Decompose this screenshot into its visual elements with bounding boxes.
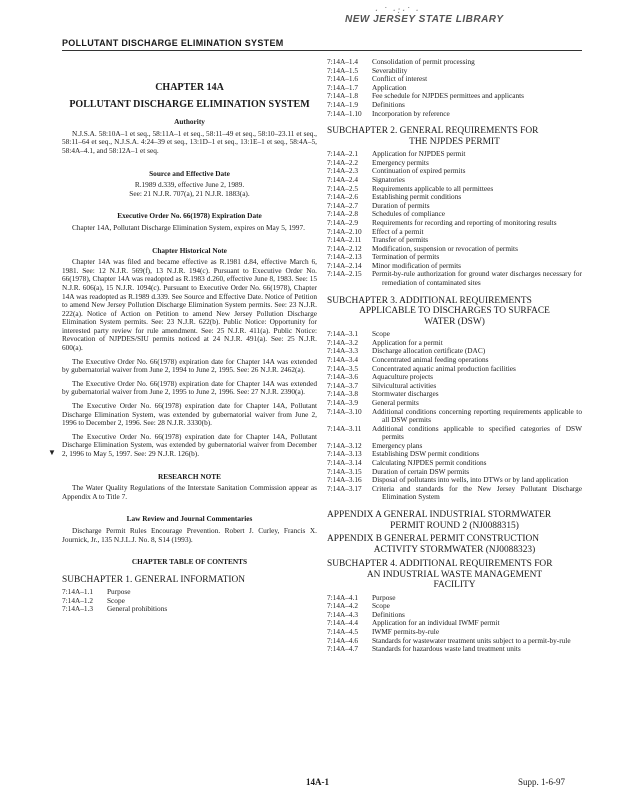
section-title: Application: [372, 82, 407, 92]
research-heading: RESEARCH NOTE: [157, 471, 222, 481]
library-stamp: [345, 6, 505, 38]
section-number: 7:14A–1.8: [327, 91, 359, 101]
chapter-subtitle: POLLUTANT DISCHARGE ELIMINATION SYSTEM: [69, 98, 310, 110]
appendix-a-heading: [327, 510, 582, 531]
toc-row: [327, 594, 582, 603]
toc-row: [327, 602, 582, 611]
section-title: Criteria and standards for the New Jersey Pollutant Discharge Elimination System: [372, 483, 582, 502]
subchapter-2-heading: [327, 126, 582, 147]
toc-row: [327, 330, 582, 339]
section-title: Calculating NJPDES permit conditions: [372, 458, 487, 468]
section-title: Scope: [372, 601, 390, 611]
section-number: 7:14A–1.9: [327, 99, 359, 109]
section-number: 7:14A–2.10: [327, 226, 362, 236]
subchapter-3-heading: [327, 296, 582, 328]
subchapter-1-heading: SUBCHAPTER 1. GENERAL INFORMATION: [62, 574, 245, 585]
section-number: 7:14A–3.4: [327, 354, 359, 364]
toc-row: [327, 245, 582, 254]
section-number: 7:14A–4.1: [327, 592, 359, 602]
margin-mark: ▼: [48, 448, 56, 457]
section-title: Scope: [107, 595, 125, 605]
law-review-heading: Law Review and Journal Commentaries: [126, 514, 253, 524]
toc-row: [327, 645, 582, 654]
section-number: 7:14A–2.4: [327, 174, 359, 184]
section-number: 7:14A–1.5: [327, 65, 359, 75]
history-para: The Executive Order No. 66(1978) expiration date for Chapter 14A was extended by gubernatorial waiver from June 2, 1994 to June 2, 1995. See: 26 N.J.R. 2462(a).: [62, 356, 317, 375]
toc-row: [327, 92, 582, 101]
section-title: Requirements applicable to all permittees: [372, 183, 494, 193]
section-title: Requirements for recording and reporting of monitoring results: [372, 217, 557, 227]
section-number: 7:14A–3.11: [327, 423, 362, 433]
source-text-2: See: 21 N.J.R. 707(a), 21 N.J.R. 1883(a).: [129, 188, 250, 198]
section-number: 7:14A–3.13: [327, 449, 362, 459]
section-title: Permit-by-rule authorization for ground water discharges necessary for remediation of contaminated sites: [372, 269, 582, 288]
toc-row: [327, 75, 582, 84]
section-number: 7:14A–1.7: [327, 82, 359, 92]
subchapter-3-list: [327, 330, 582, 502]
toc-row: [327, 101, 582, 110]
section-number: 7:14A–4.3: [327, 609, 359, 619]
section-title: Definitions: [372, 609, 405, 619]
subchapter-1-continued: [327, 58, 582, 118]
section-number: 7:14A–3.8: [327, 389, 359, 399]
section-title: Incorporation by reference: [372, 108, 450, 118]
section-title: Purpose: [107, 587, 131, 597]
section-number: 7:14A–1.6: [327, 74, 359, 84]
section-title: Additional conditions concerning reporting requirements applicable to all DSW permits: [372, 406, 582, 425]
source-text-1: R.1989 d.339, effective June 2, 1989.: [134, 180, 245, 190]
law-review-text: Discharge Permit Rules Encourage Prevention. Robert J. Curley, Francis X. Journick, Jr., 135 N.J.L.J. No. 8, S14 (1993).: [62, 525, 317, 544]
section-title: Modification, suspension or revocation of permits: [372, 243, 518, 253]
subchapter-4-heading-line: FACILITY: [433, 580, 476, 591]
section-title: Discharge allocation certificate (DAC): [372, 346, 486, 356]
subchapter-4-heading-line: AN INDUSTRIAL WASTE MANAGEMENT: [366, 569, 543, 580]
toc-row: [327, 202, 582, 211]
research-text: The Water Quality Regulations of the Interstate Sanitation Commission appear as Appendix A to Title 7.: [62, 483, 317, 501]
section-number: 7:14A–2.7: [327, 200, 359, 210]
section-title: Termination of permits: [372, 252, 440, 262]
section-title: Silvicultural activities: [372, 380, 437, 390]
left-column: [62, 58, 317, 614]
section-number: 7:14A–4.4: [327, 618, 359, 628]
history-para: The Executive Order No. 66(1978) expiration date for Chapter 14A, Pollutant Discharge Elimination System, was extended by gubernatorial waiver from December 2, 1996 to May 5, 1997. See: 29 N.J.R. 126(b).: [62, 431, 317, 458]
section-number: 7:14A–3.15: [327, 466, 362, 476]
section-title: Severability: [372, 65, 408, 75]
toc-row: [327, 270, 582, 287]
section-number: 7:14A–2.6: [327, 192, 359, 202]
toc-heading: CHAPTER TABLE OF CONTENTS: [131, 557, 248, 567]
toc-row: [327, 619, 582, 628]
toc-row: [327, 408, 582, 425]
eo-text: Chapter 14A, Pollutant Discharge Elimination System, expires on May 5, 1997.: [72, 222, 305, 232]
section-number: 7:14A–1.3: [62, 604, 94, 614]
section-title: Disposal of pollutants into wells, into DTWs or by land application: [372, 475, 569, 485]
toc-row: [327, 58, 582, 67]
appendix-a-line: PERMIT ROUND 2 (NJ0088315): [390, 520, 519, 531]
source-heading: Source and Effective Date: [149, 168, 230, 178]
toc-row: [327, 110, 582, 119]
section-title: Scope: [372, 329, 390, 339]
toc-row: [327, 219, 582, 228]
section-number: 7:14A–4.5: [327, 626, 359, 636]
section-title: Standards for hazardous waste land treatment units: [372, 644, 521, 654]
section-title: Concentrated aquatic animal production facilities: [372, 363, 516, 373]
subchapter-2-list: [327, 150, 582, 288]
section-number: 7:14A–4.6: [327, 635, 359, 645]
toc-row: [327, 425, 582, 442]
section-title: Schedules of compliance: [372, 209, 445, 219]
section-title: Emergency permits: [372, 157, 429, 167]
authority-heading: Authority: [174, 117, 205, 127]
header-rule: [62, 50, 582, 51]
toc-row: [327, 150, 582, 159]
toc-row: [62, 588, 317, 597]
toc-row: [327, 365, 582, 374]
toc-row: [62, 605, 317, 614]
section-number: 7:14A–1.2: [62, 595, 94, 605]
section-title: IWMF permits-by-rule: [372, 626, 440, 636]
section-title: Continuation of expired permits: [372, 166, 466, 176]
right-column: [327, 58, 582, 654]
section-number: 7:14A–3.5: [327, 363, 359, 373]
toc-row: [62, 597, 317, 606]
section-number: 7:14A–3.9: [327, 397, 359, 407]
history-para: The Executive Order No. 66(1978) expiration date for Chapter 14A, Pollutant Discharge Elimination System, was extended by gubernatorial waiver from June 2, 1996 to December 2, 1996. See: 28 N.J.R. 3330(b).: [62, 401, 317, 428]
history-para: The Executive Order No. 66(1978) expiration date for Chapter 14A was extended by gubernatorial waiver from June 2, 1995 to June 2, 1996. See: 27 N.J.R. 2390(a).: [62, 378, 317, 397]
section-number: 7:14A–4.2: [327, 601, 359, 611]
supplement-date: Supp. 1-6-97: [518, 777, 565, 787]
eo-heading: Executive Order No. 66(1978) Expiration Date: [117, 211, 262, 221]
subchapter-3-heading-line: APPLICABLE TO DISCHARGES TO SURFACE: [359, 306, 550, 317]
subchapter-3-heading-line: SUBCHAPTER 3. ADDITIONAL REQUIREMENTS: [327, 295, 532, 306]
section-number: 7:14A–3.1: [327, 329, 359, 339]
stamp-speckle: · ˙ ·:·˙ ·: [375, 6, 421, 15]
toc-row: [327, 373, 582, 382]
section-number: 7:14A–2.3: [327, 166, 359, 176]
section-number: 7:14A–2.2: [327, 157, 359, 167]
section-number: 7:14A–2.9: [327, 217, 359, 227]
section-number: 7:14A–1.4: [327, 57, 359, 66]
library-stamp-text: NEW JERSEY STATE LIBRARY: [345, 14, 504, 25]
section-number: 7:14A–2.1: [327, 149, 359, 159]
section-title: Application for NJPDES permit: [372, 149, 466, 159]
section-title: Effect of a permit: [372, 226, 424, 236]
subchapter-4-heading: [327, 559, 582, 591]
section-title: Fee schedule for NJPDES permittees and applicants: [372, 91, 524, 101]
section-title: Emergency plans: [372, 440, 423, 450]
section-number: 7:14A–2.5: [327, 183, 359, 193]
section-title: Standards for wastewater treatment units subject to a permit-by-rule: [372, 635, 571, 645]
section-title: General permits: [372, 397, 419, 407]
section-title: Minor modification of permits: [372, 260, 461, 270]
section-title: Establishing DSW permit conditions: [372, 449, 480, 459]
appendix-b-heading: [327, 534, 582, 555]
section-number: 7:14A–1.10: [327, 108, 362, 118]
section-number: 7:14A–3.12: [327, 440, 362, 450]
section-title: Duration of permits: [372, 200, 430, 210]
page-folio: 14A-1: [306, 777, 329, 787]
appendix-a-line: APPENDIX A GENERAL INDUSTRIAL STORMWATER: [327, 510, 552, 521]
subchapter-2-heading-line: SUBCHAPTER 2. GENERAL REQUIREMENTS FOR: [327, 126, 539, 137]
section-number: 7:14A–4.7: [327, 644, 359, 654]
section-number: 7:14A–3.2: [327, 337, 359, 347]
section-title: Purpose: [372, 592, 396, 602]
section-number: 7:14A–2.8: [327, 209, 359, 219]
toc-row: [327, 390, 582, 399]
section-number: 7:14A–3.16: [327, 475, 362, 485]
section-title: Aquaculture projects: [372, 372, 433, 382]
subchapter-2-heading-line: THE NJPDES PERMIT: [409, 136, 500, 147]
subchapter-4-list: [327, 594, 582, 654]
subchapter-3-heading-line: WATER (DSW): [424, 316, 485, 327]
toc-row: [327, 167, 582, 176]
section-number: 7:14A–2.15: [327, 269, 362, 279]
toc-row: [327, 228, 582, 237]
section-title: General prohibitions: [107, 604, 168, 614]
toc-row: [327, 485, 582, 502]
history-heading: Chapter Historical Note: [152, 245, 227, 255]
section-title: Additional conditions applicable to specified categories of DSW permits: [372, 423, 582, 442]
section-title: Duration of certain DSW permits: [372, 466, 470, 476]
section-number: 7:14A–2.11: [327, 235, 362, 245]
section-title: Signatories: [372, 174, 405, 184]
section-title: Concentrated animal feeding operations: [372, 354, 489, 364]
section-number: 7:14A–1.1: [62, 587, 94, 597]
section-number: 7:14A–2.14: [327, 260, 362, 270]
section-number: 7:14A–3.10: [327, 406, 362, 416]
section-number: 7:14A–2.12: [327, 243, 362, 253]
section-number: 7:14A–3.17: [327, 483, 362, 493]
toc-row: [327, 67, 582, 76]
section-title: Stormwater discharges: [372, 389, 439, 399]
subchapter-4-heading-line: SUBCHAPTER 4. ADDITIONAL REQUIREMENTS FOR: [327, 559, 553, 570]
toc-row: [327, 382, 582, 391]
section-title: Conflict of interest: [372, 74, 428, 84]
section-title: Application for a permit: [372, 337, 443, 347]
section-title: Definitions: [372, 99, 405, 109]
section-title: Application for an individual IWMF permit: [372, 618, 500, 628]
appendix-b-line: ACTIVITY STORMWATER (NJ0088323): [373, 544, 536, 555]
section-number: 7:14A–3.14: [327, 458, 362, 468]
section-title: Consolidation of permit processing: [372, 57, 475, 66]
toc-row: [327, 193, 582, 202]
section-title: Transfer of permits: [372, 235, 429, 245]
running-head: POLLUTANT DISCHARGE ELIMINATION SYSTEM: [62, 38, 284, 48]
appendix-b-line: APPENDIX B GENERAL PERMIT CONSTRUCTION: [327, 534, 539, 545]
section-number: 7:14A–3.7: [327, 380, 359, 390]
chapter-title: CHAPTER 14A: [155, 82, 224, 93]
section-number: 7:14A–2.13: [327, 252, 362, 262]
history-para: Chapter 14A was filed and became effective as R.1981 d.84, effective March 6, 1981. See: 12 N.J.R. 569(f), 13 N.J.R. 194(c). Pursuant to Executive Order No. 66(1978), Chapter 14A was readopted as R.1983 d.260, effective June 8, 1983. See: 15 N.J.R. 606(a), 15 N.J.R. 1094(c). Pursuant to Executive Order No. 66(1978), Chapter 14A was readopted as R.1989 d.339. See Source and Effective Date. Notice of Petition to amend New Jersey Pollution Discharge Elimination System permits. See: 23 N.J.R. 222(a). Notice of Action on Petition to amend New Jersey Pollution Discharge Elimination System permits. See: 23 N.J.R. 622(b). Public Notice: Opportunity for interested party review for rule amendment. See: 25 N.J.R. 411(a). Public Notice: Revocation of NJPDES/SIU permits noticed at 24 N.J.R. 491(a). See: 25 N.J.R. 600(a).: [62, 257, 317, 353]
section-number: 7:14A–3.6: [327, 372, 359, 382]
section-number: 7:14A–3.3: [327, 346, 359, 356]
section-title: Establishing permit conditions: [372, 192, 462, 202]
authority-text: N.J.S.A. 58:10A–1 et seq., 58:11A–1 et seq., 58:11–49 et seq., 58:10–23.11 et seq., 58:11–64 et seq., N.J.S.A. 4:24–39 et seq., 13:1D–1 et seq., 13:1E–1 et seq., 58:4A–5, 58:4A–4.1, and 58:12A–1 et seq.: [62, 128, 317, 155]
